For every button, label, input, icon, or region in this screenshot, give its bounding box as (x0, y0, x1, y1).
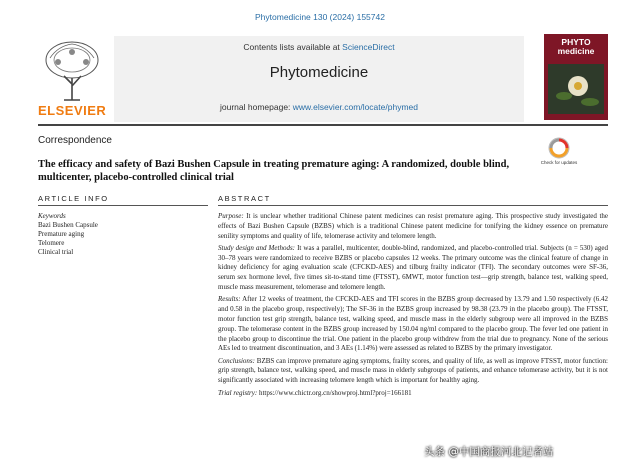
registry-label: Trial registry: (218, 388, 258, 397)
keywords-block (38, 212, 208, 257)
journal-homepage (114, 102, 524, 112)
keyword-item: Telomere (38, 239, 65, 247)
contents-prefix: Contents lists available at (243, 42, 343, 52)
keyword-item: Clinical trial (38, 248, 74, 256)
contents-line (114, 42, 524, 52)
results-text: After 12 weeks of treatment, the CFCKD-AES and TFI scores in the BZBS group decreased by 13.79 and 1.50 respectively (6.42 and 0.58 in the placebo group, respectively); The SF-36 in the BZBS group increased by 98.38 (23.79 in the placebo group). The FTSST, motor function test grip strength, balance test, walking speed, and muscle mass in the elderly subgroup were all improved in the BZBS group. The telomerase content in the BZBS group increased by 150.04 ng/ml compared to the placebo group. The fever led one patient in the placebo group to discontinue the trial. One patient in the placebo group withdrew from the trial due to pregnancy. None of the serious AEs led to treatment discontinuation, and 3 AEs (1.14%) were assessed as related to BZBS by the primary investigator. (218, 295, 608, 353)
abstract-heading: ABSTRACT (218, 194, 271, 203)
keyword-item: Bazi Bushen Capsule (38, 221, 98, 229)
homepage-link[interactable]: www.elsevier.com/locate/phymed (292, 102, 418, 112)
purpose-label: Purpose: (218, 212, 244, 220)
journal-reference[interactable]: Phytomedicine 130 (2024) 155742 (255, 12, 385, 22)
purpose-text: It is unclear whether traditional Chinese patent medicines can resist premature aging. This prospective study investigated the effects of Bazi Bushen Capsule (BZBS) which is a traditional Chinese patent medicine for tonifying the kidney essence on premature senility symptoms and quality of life, telomerase activity and telomere length. (218, 212, 609, 240)
check-for-updates-badge[interactable] (540, 136, 578, 170)
abstract-divider (218, 205, 608, 206)
tree-icon (38, 38, 106, 104)
sciencedirect-link[interactable]: ScienceDirect (342, 42, 395, 52)
abstract-conclusions (218, 357, 608, 386)
article-type: Correspondence (38, 135, 112, 146)
check-updates-icon (540, 136, 578, 170)
abstract-body (218, 212, 608, 398)
conclusions-text: BZBS can improve premature aging symptoms, frailty scores, and quality of life, as well as improve FTSST, motor function: grip strength, balance test, walking speed, and muscle mass in elderly subgroups of patients, and enhance telomerase activity, but it is not significantly associated with increasing telomere length which is important for healthy aging. (218, 356, 608, 385)
elsevier-wordmark: ELSEVIER (38, 103, 107, 118)
article-info-divider (38, 205, 208, 206)
registry-link[interactable]: https://www.chictr.org.cn/showproj.html?proj=166181 (258, 388, 412, 397)
homepage-prefix: journal homepage: (220, 102, 293, 112)
keywords-label: Keywords (38, 212, 66, 220)
design-text: It was a parallel, multicenter, double-blind, randomized, and placebo-controlled trial. Subjects (n = 530) aged 30–78 years were randomized to receive BZBS or placebo capsules 12 weeks. The primary outcome was the clinical feature of change in kidney deficiency for aging evaluation scale (CFCKD-AES) and tilburg frailty indicator (TFI). The secondary outcomes were SF-36, serum sex hormone level, five times sit-to-stand time (FTSST), 6MWT, motor function test—grip strength, balance test, walking speed, muscle mass measurement, telomerase and telomere length. (218, 243, 608, 292)
article-info-heading: ARTICLE INFO (38, 194, 109, 203)
header-divider (38, 124, 608, 126)
design-label: Study design and Methods: (218, 243, 295, 252)
journal-title: Phytomedicine (269, 64, 369, 81)
abstract-results (218, 295, 608, 354)
keyword-item: Premature aging (38, 230, 85, 238)
conclusions-label: Conclusions: (218, 356, 255, 365)
results-label: Results: (218, 295, 241, 304)
watermark: 头条 @中国商报河北记者站 (424, 446, 554, 458)
abstract-purpose (218, 212, 608, 241)
abstract-registry (218, 389, 608, 399)
check-updates-label: Check for updates (540, 160, 578, 165)
article-title: The efficacy and safety of Bazi Bushen Capsule in treating premature aging: A randomized, double blind, multicenter, placebo-controlled clinical trial (38, 159, 510, 183)
cover-title: PHYTO medicine (557, 37, 595, 56)
abstract-design (218, 244, 608, 293)
